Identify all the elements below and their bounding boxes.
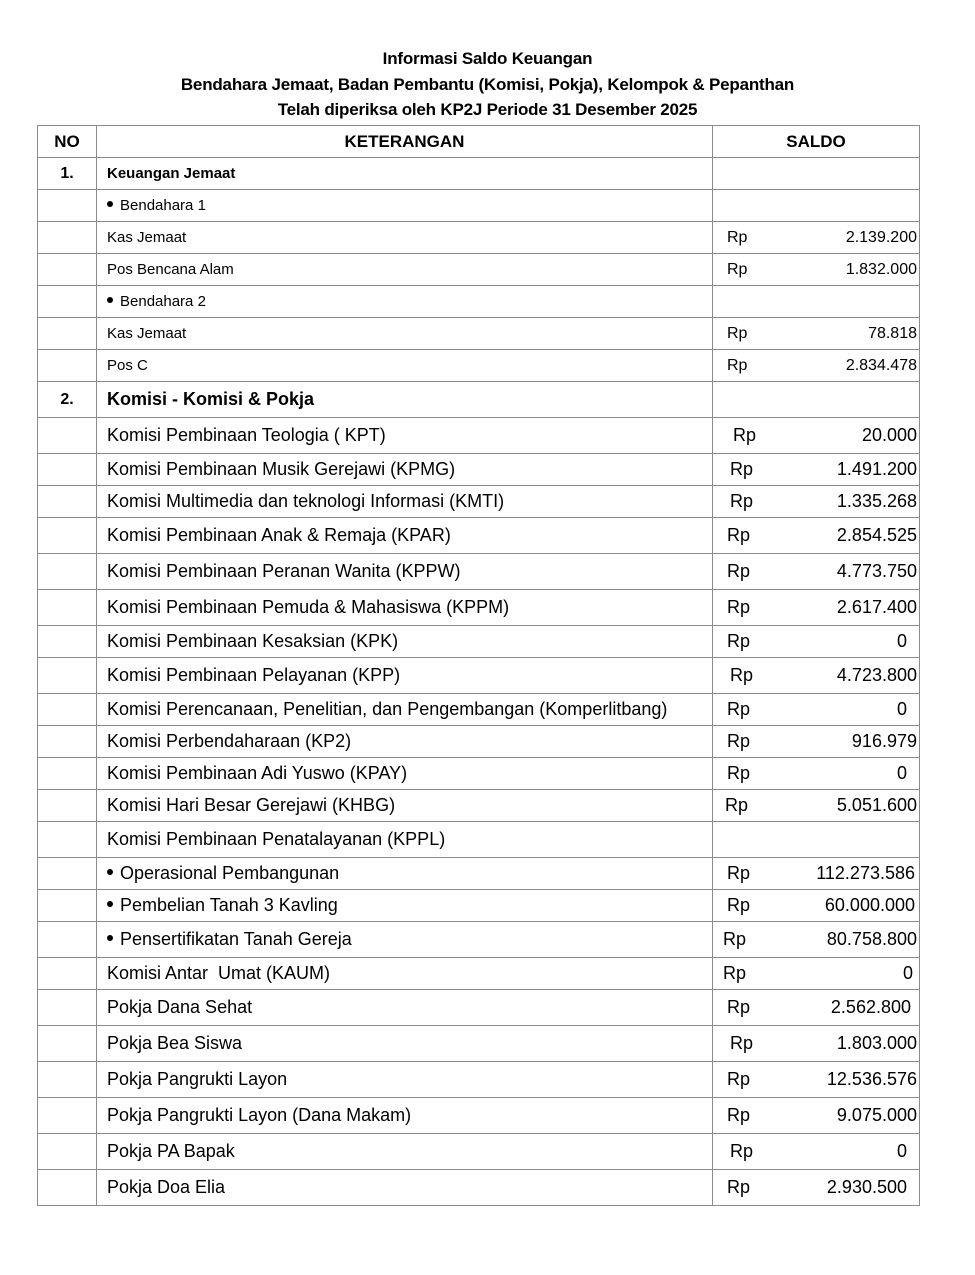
table-row — [38, 190, 920, 222]
row-number-empty — [38, 694, 97, 726]
saldo-cell — [713, 1170, 920, 1206]
item-label: Komisi Pembinaan Pelayanan (KPP) — [97, 658, 713, 694]
amount-value: 9.075.000 — [836, 1105, 917, 1125]
currency-label: Rp — [730, 459, 754, 479]
item-label: Komisi Pembinaan Penatalayanan (KPPL) — [97, 822, 713, 858]
table-row — [38, 418, 920, 454]
saldo-cell — [713, 922, 920, 958]
table-row — [38, 1062, 920, 1098]
currency-label: Rp — [727, 1069, 751, 1089]
amount-value: 4.723.800 — [836, 665, 917, 685]
saldo-cell — [713, 518, 920, 554]
row-number-empty — [38, 1026, 97, 1062]
table-row — [38, 890, 920, 922]
row-number: 2. — [38, 382, 97, 418]
subitem-label — [97, 922, 713, 958]
currency-label: Rp — [727, 731, 751, 751]
currency-label: Rp — [727, 763, 751, 783]
bullet-icon — [107, 869, 113, 875]
saldo-cell — [713, 350, 920, 382]
item-label: Pos C — [97, 350, 713, 382]
table-row — [38, 922, 920, 958]
table-header-row — [38, 126, 920, 158]
item-label: Komisi Multimedia dan teknologi Informasi (KMTI) — [97, 486, 713, 518]
saldo-cell — [713, 790, 920, 822]
row-number-empty — [38, 518, 97, 554]
table-row — [38, 958, 920, 990]
table-row — [38, 518, 920, 554]
bullet-icon — [107, 297, 113, 303]
subgroup-label — [97, 190, 713, 222]
saldo-cell — [713, 758, 920, 790]
currency-label: Rp — [727, 324, 748, 342]
header-saldo: SALDO — [713, 126, 920, 158]
saldo-cell — [713, 990, 920, 1026]
amount-value: 0 — [896, 699, 907, 719]
table-row — [38, 858, 920, 890]
item-label: Komisi Pembinaan Anak & Remaja (KPAR) — [97, 518, 713, 554]
currency-label: Rp — [730, 491, 754, 511]
row-number-empty — [38, 790, 97, 822]
currency-label: Rp — [727, 597, 751, 617]
item-label: Pokja Dana Sehat — [97, 990, 713, 1026]
table-row — [38, 454, 920, 486]
table-row — [38, 694, 920, 726]
saldo-cell — [713, 554, 920, 590]
balance-table — [37, 125, 920, 1206]
label-text: Pembelian Tanah 3 Kavling — [120, 895, 338, 915]
currency-label: Rp — [730, 1141, 754, 1161]
saldo-cell — [713, 590, 920, 626]
row-number-empty — [38, 350, 97, 382]
header-keterangan: KETERANGAN — [97, 126, 713, 158]
table-row — [38, 726, 920, 758]
title-line-2: Bendahara Jemaat, Badan Pembantu (Komisi, Pokja), Kelompok & Pepanthan — [180, 74, 795, 94]
table-row — [38, 658, 920, 694]
table-row — [38, 758, 920, 790]
saldo-cell-empty — [713, 158, 920, 190]
table-row — [38, 1170, 920, 1206]
saldo-cell — [713, 1134, 920, 1170]
amount-value: 1.832.000 — [845, 260, 917, 278]
row-number-empty — [38, 1134, 97, 1170]
item-label: Komisi Pembinaan Peranan Wanita (KPPW) — [97, 554, 713, 590]
bullet-icon — [107, 201, 113, 207]
saldo-cell — [713, 222, 920, 254]
row-number-empty — [38, 454, 97, 486]
label-text: Operasional Pembangunan — [120, 863, 340, 883]
row-number-empty — [38, 254, 97, 286]
saldo-cell-empty — [713, 190, 920, 222]
saldo-cell — [713, 694, 920, 726]
row-number-empty — [38, 222, 97, 254]
amount-value: 2.834.478 — [845, 356, 917, 374]
table-row — [38, 822, 920, 858]
amount-value: 1.491.200 — [836, 459, 917, 479]
saldo-cell — [713, 1026, 920, 1062]
label-text: Pensertifikatan Tanah Gereja — [120, 929, 352, 949]
item-label: Komisi Antar Umat (KAUM) — [97, 958, 713, 990]
row-number-empty — [38, 822, 97, 858]
table-row — [38, 554, 920, 590]
item-label: Komisi Pembinaan Teologia ( KPT) — [97, 418, 713, 454]
amount-value: 20.000 — [861, 425, 917, 445]
currency-label: Rp — [730, 665, 754, 685]
saldo-cell-empty — [713, 822, 920, 858]
row-number-empty — [38, 890, 97, 922]
table-row — [38, 350, 920, 382]
table-row — [38, 222, 920, 254]
currency-label: Rp — [733, 425, 757, 445]
saldo-cell — [713, 454, 920, 486]
item-label: Pokja PA Bapak — [97, 1134, 713, 1170]
title-line-1: Informasi Saldo Keuangan — [382, 49, 593, 68]
item-label: Komisi Perencanaan, Penelitian, dan Pengembangan (Komperlitbang) — [97, 694, 713, 726]
row-number-empty — [38, 626, 97, 658]
item-label: Komisi Pembinaan Pemuda & Mahasiswa (KPPM) — [97, 590, 713, 626]
amount-value: 2.139.200 — [845, 228, 917, 246]
amount-value: 0 — [896, 631, 907, 651]
label-text: Bendahara 1 — [120, 197, 206, 214]
currency-label: Rp — [727, 863, 751, 883]
currency-label: Rp — [727, 260, 748, 278]
amount-value: 916.979 — [851, 731, 917, 751]
item-label: Pokja Bea Siswa — [97, 1026, 713, 1062]
saldo-cell — [713, 726, 920, 758]
table-row — [38, 790, 920, 822]
saldo-cell-empty — [713, 382, 920, 418]
row-number-empty — [38, 990, 97, 1026]
currency-label: Rp — [727, 895, 751, 915]
currency-label: Rp — [727, 228, 748, 246]
section-row — [38, 158, 920, 190]
item-label: Kas Jemaat — [97, 222, 713, 254]
amount-value: 0 — [896, 763, 907, 783]
table-row — [38, 990, 920, 1026]
currency-label: Rp — [727, 997, 751, 1017]
row-number-empty — [38, 726, 97, 758]
amount-value: 4.773.750 — [836, 561, 917, 581]
table-row — [38, 1134, 920, 1170]
item-label: Komisi Pembinaan Kesaksian (KPK) — [97, 626, 713, 658]
amount-value: 112.273.586 — [816, 863, 915, 883]
document-header — [0, 46, 975, 123]
table-row — [38, 590, 920, 626]
header-no: NO — [38, 126, 97, 158]
row-number-empty — [38, 590, 97, 626]
amount-value: 5.051.600 — [836, 795, 917, 815]
item-label: Komisi Hari Besar Gerejawi (KHBG) — [97, 790, 713, 822]
section-title: Keuangan Jemaat — [97, 158, 713, 190]
table-row — [38, 318, 920, 350]
amount-value: 60.000.000 — [824, 895, 915, 915]
subitem-label — [97, 890, 713, 922]
saldo-cell — [713, 418, 920, 454]
row-number-empty — [38, 1062, 97, 1098]
row-number-empty — [38, 190, 97, 222]
amount-value: 78.818 — [868, 324, 917, 342]
item-label: Kas Jemaat — [97, 318, 713, 350]
amount-value: 0 — [902, 963, 913, 983]
item-label: Komisi Pembinaan Adi Yuswo (KPAY) — [97, 758, 713, 790]
item-label: Komisi Perbendaharaan (KP2) — [97, 726, 713, 758]
table-row — [38, 1098, 920, 1134]
row-number-empty — [38, 286, 97, 318]
item-label: Pokja Pangrukti Layon — [97, 1062, 713, 1098]
saldo-cell — [713, 318, 920, 350]
title-line-3: Telah diperiksa oleh KP2J Periode 31 Desember 2025 — [277, 100, 698, 119]
row-number: 1. — [38, 158, 97, 190]
saldo-cell — [713, 254, 920, 286]
saldo-cell — [713, 486, 920, 518]
bullet-icon — [107, 901, 113, 907]
saldo-cell — [713, 658, 920, 694]
bullet-icon — [107, 935, 113, 941]
section-title: Komisi - Komisi & Pokja — [97, 382, 713, 418]
saldo-cell — [713, 1062, 920, 1098]
item-label: Pokja Doa Elia — [97, 1170, 713, 1206]
saldo-cell — [713, 626, 920, 658]
row-number-empty — [38, 658, 97, 694]
row-number-empty — [38, 418, 97, 454]
item-label: Komisi Pembinaan Musik Gerejawi (KPMG) — [97, 454, 713, 486]
saldo-cell — [713, 890, 920, 922]
amount-value: 2.562.800 — [830, 997, 911, 1017]
row-number-empty — [38, 486, 97, 518]
item-label: Pos Bencana Alam — [97, 254, 713, 286]
table-row — [38, 1026, 920, 1062]
currency-label: Rp — [727, 561, 751, 581]
row-number-empty — [38, 1170, 97, 1206]
label-text: Bendahara 2 — [120, 293, 206, 310]
section-row — [38, 382, 920, 418]
row-number-empty — [38, 922, 97, 958]
saldo-cell — [713, 958, 920, 990]
amount-value: 1.335.268 — [836, 491, 917, 511]
currency-label: Rp — [723, 929, 747, 949]
currency-label: Rp — [727, 699, 751, 719]
currency-label: Rp — [725, 795, 749, 815]
subitem-label — [97, 858, 713, 890]
row-number-empty — [38, 858, 97, 890]
currency-label: Rp — [727, 356, 748, 374]
table-row — [38, 626, 920, 658]
amount-value: 2.930.500 — [826, 1177, 907, 1197]
row-number-empty — [38, 958, 97, 990]
amount-value: 80.758.800 — [826, 929, 917, 949]
currency-label: Rp — [730, 1033, 754, 1053]
saldo-cell-empty — [713, 286, 920, 318]
table-row — [38, 286, 920, 318]
currency-label: Rp — [727, 631, 751, 651]
row-number-empty — [38, 318, 97, 350]
amount-value: 0 — [896, 1141, 907, 1161]
saldo-cell — [713, 858, 920, 890]
row-number-empty — [38, 554, 97, 590]
row-number-empty — [38, 758, 97, 790]
amount-value: 2.617.400 — [836, 597, 917, 617]
row-number-empty — [38, 1098, 97, 1134]
amount-value: 1.803.000 — [836, 1033, 917, 1053]
currency-label: Rp — [727, 525, 751, 545]
amount-value: 12.536.576 — [826, 1069, 917, 1089]
amount-value: 2.854.525 — [836, 525, 917, 545]
table-row — [38, 486, 920, 518]
item-label: Pokja Pangrukti Layon (Dana Makam) — [97, 1098, 713, 1134]
currency-label: Rp — [727, 1105, 751, 1125]
saldo-cell — [713, 1098, 920, 1134]
table-row — [38, 254, 920, 286]
subgroup-label — [97, 286, 713, 318]
currency-label: Rp — [727, 1177, 751, 1197]
currency-label: Rp — [723, 963, 747, 983]
